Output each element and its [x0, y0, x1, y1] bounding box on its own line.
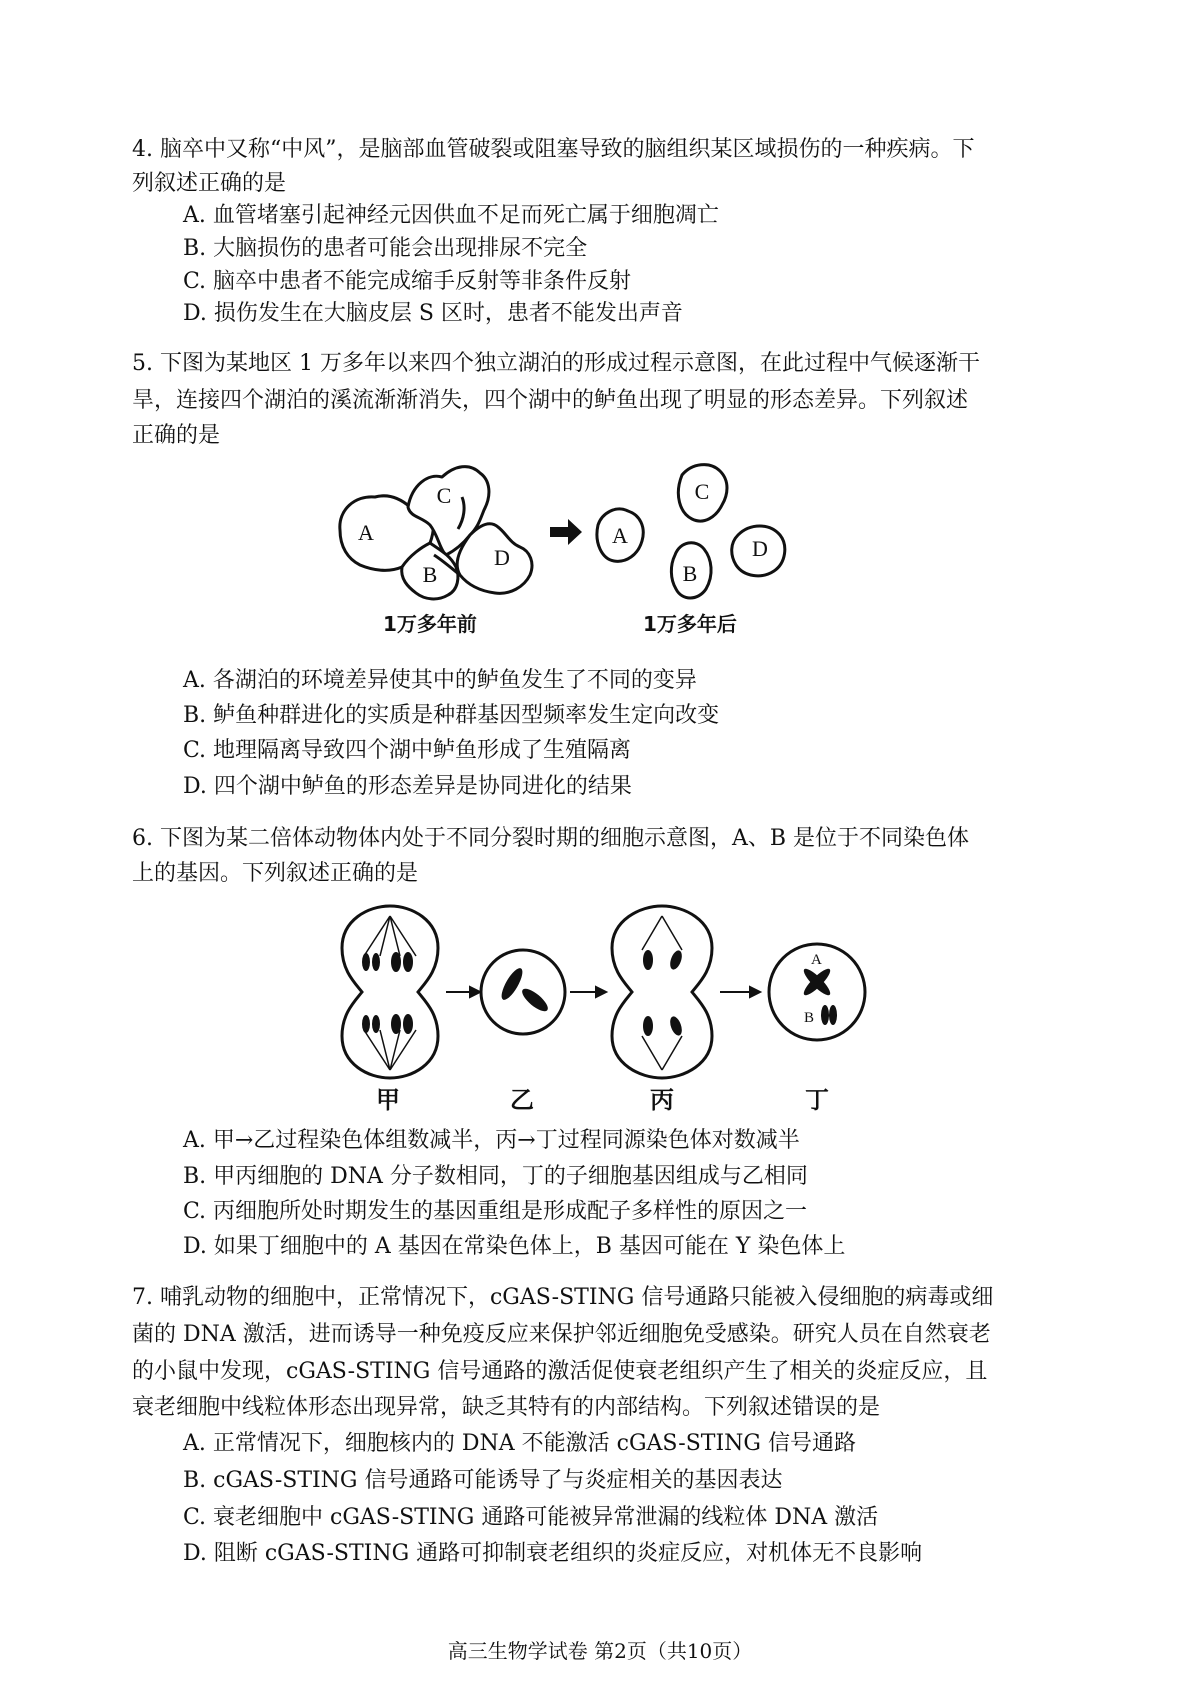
q4-stem-line-1: 4. 脑卒中又称“中风”，是脑部血管破裂或阻塞导致的脑组织某区域损伤的一种疾病。下 [132, 137, 975, 162]
q6-stem-line-1: 6. 下图为某二倍体动物体内处于不同分裂时期的细胞示意图，A、B 是位于不同染色体 [132, 826, 970, 851]
cell-label-ding: 丁 [805, 1086, 829, 1114]
q7-option-b: B. cGAS-STING 信号通路可能诱导了与炎症相关的基因表达 [183, 1468, 783, 1493]
gene-label-b: B [804, 1010, 815, 1026]
q6-stem-line-2: 上的基因。下列叙述正确的是 [132, 861, 419, 886]
q6-option-d: D. 如果丁细胞中的 A 基因在常染色体上，B 基因可能在 Y 染色体上 [183, 1234, 846, 1259]
q4-option-d: D. 损伤发生在大脑皮层 S 区时，患者不能发出声音 [183, 301, 683, 326]
lake-label-b-after: B [682, 561, 698, 586]
caption-before: 1万多年前 [383, 612, 477, 636]
cell-label-yi: 乙 [510, 1086, 534, 1114]
cell-label-jia: 甲 [376, 1086, 400, 1114]
lake-label-d-after: D [752, 536, 768, 561]
lake-label-d-before: D [494, 545, 510, 570]
q6-option-b: B. 甲丙细胞的 DNA 分子数相同，丁的子细胞基因组成与乙相同 [183, 1164, 808, 1189]
q4-option-c: C. 脑卒中患者不能完成缩手反射等非条件反射 [183, 269, 632, 294]
q5-option-a: A. 各湖泊的环境差异使其中的鲈鱼发生了不同的变异 [183, 668, 697, 693]
q7-option-d: D. 阻断 cGAS-STING 通路可抑制衰老组织的炎症反应，对机体无不良影响 [183, 1541, 923, 1566]
q5-option-d: D. 四个湖中鲈鱼的形态差异是协同进化的结果 [183, 774, 632, 799]
cell-jia [342, 906, 438, 1078]
cell-label-bing: 丙 [650, 1086, 674, 1114]
lake-label-b-before: B [422, 562, 438, 587]
arrow-icon [550, 519, 582, 545]
cell-bing [612, 906, 712, 1078]
lakes-figure [330, 455, 790, 625]
q4-option-a: A. 血管堵塞引起神经元因供血不足而死亡属于细胞凋亡 [183, 203, 719, 228]
page-footer: 高三生物学试卷 第2页（共10页） [447, 1639, 753, 1663]
q6-option-c: C. 丙细胞所处时期发生的基因重组是形成配子多样性的原因之一 [183, 1199, 808, 1224]
q7-option-a: A. 正常情况下，细胞核内的 DNA 不能激活 cGAS-STING 信号通路 [183, 1431, 856, 1456]
lake-label-c-before: C [436, 483, 452, 508]
q4-option-b: B. 大脑损伤的患者可能会出现排尿不完全 [183, 236, 588, 261]
q4-stem-line-2: 列叙述正确的是 [132, 171, 287, 196]
lake-label-c-after: C [694, 479, 710, 504]
q7-stem-line-4: 衰老细胞中线粒体形态出现异常，缺乏其特有的内部结构。下列叙述错误的是 [132, 1395, 881, 1420]
lake-label-a-after: A [612, 523, 628, 548]
q5-stem-line-1: 5. 下图为某地区 1 万多年以来四个独立湖泊的形成过程示意图，在此过程中气候逐渐干 [132, 351, 980, 376]
q5-option-b: B. 鲈鱼种群进化的实质是种群基因型频率发生定向改变 [183, 703, 720, 728]
q6-option-a: A. 甲→乙过程染色体组数减半，丙→丁过程同源染色体对数减半 [183, 1128, 800, 1153]
q7-stem-line-2: 菌的 DNA 激活，进而诱导一种免疫反应来保护邻近细胞免受感染。研究人员在自然衰老 [132, 1322, 991, 1347]
q7-stem-line-1: 7. 哺乳动物的细胞中，正常情况下，cGAS-STING 信号通路只能被入侵细胞的病毒或细 [132, 1285, 994, 1310]
cell-division-figure [330, 900, 890, 1090]
q5-option-c: C. 地理隔离导致四个湖中鲈鱼形成了生殖隔离 [183, 738, 632, 763]
q5-stem-line-3: 正确的是 [132, 423, 221, 448]
q7-option-c: C. 衰老细胞中 cGAS-STING 通路可能被异常泄漏的线粒体 DNA 激活 [183, 1505, 879, 1530]
q5-stem-line-2: 旱，连接四个湖泊的溪流渐渐消失，四个湖中的鲈鱼出现了明显的形态差异。下列叙述 [132, 388, 969, 413]
gene-label-a: A [811, 952, 822, 968]
caption-after: 1万多年后 [643, 612, 737, 636]
q7-stem-line-3: 的小鼠中发现，cGAS-STING 信号通路的激活促使衰老组织产生了相关的炎症反应，且 [132, 1359, 988, 1384]
lake-label-a-before: A [358, 520, 374, 545]
